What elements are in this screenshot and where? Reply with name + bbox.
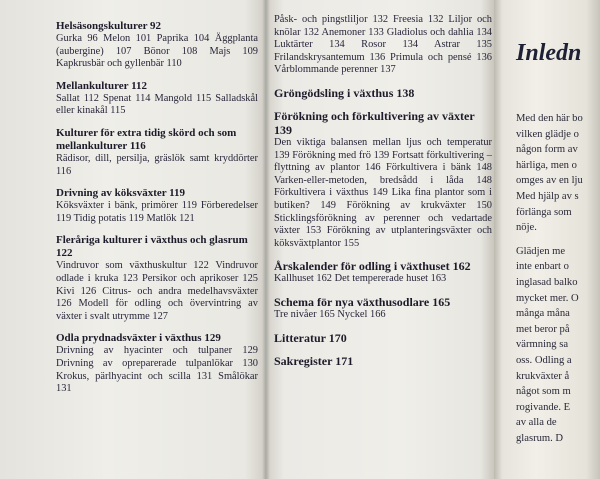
toc-entry xyxy=(274,86,492,100)
toc-entry-title: Mellankulturer 112 xyxy=(56,79,147,92)
intro-line: rogivande. E xyxy=(516,401,571,413)
intro-line: oss. Odling a xyxy=(516,354,572,366)
intro-line: Med den här bo xyxy=(516,113,583,124)
toc-entry-title: Gröngödsling i växthus 138 xyxy=(274,85,415,100)
toc-entry-title: Schema för nya växthusodlare 165 xyxy=(274,294,451,309)
toc-entry-subtopics: Påsk- och pingstliljor 132 Freesia 132 Liljor och knölar 132 Anemoner 133 Gladiolus och dahlia 134 Luktärter 134 Rosor 134 Astrar 135 Frilandskrysantemum 136 Primula och pensé 136 Vårblommande perenner 137 xyxy=(274,14,492,76)
toc-entry-title: Kulturer för extra tidig skörd och som mellankulturer 116 xyxy=(56,126,237,152)
intro-line: inte enbart o xyxy=(516,261,569,273)
toc-entry xyxy=(56,187,258,225)
toc-entry-subtopics: Sallat 112 Spenat 114 Mangold 115 Salladskål eller kinakål 115 xyxy=(56,92,258,117)
introduction-page xyxy=(516,40,600,446)
intro-line: Glädjen me xyxy=(516,245,566,257)
intro-line: förlänga som xyxy=(516,206,572,218)
toc-entry xyxy=(274,109,492,250)
toc-entry xyxy=(56,127,258,178)
toc-entry-title: Helsäsongskulturer 92 xyxy=(56,20,162,32)
toc-entry-subtopics: Tre nivåer 165 Nyckel 166 xyxy=(274,308,386,320)
toc-entry-title: Förökning och förkultivering av växter 139 xyxy=(274,108,475,137)
toc-entry-title: Drivning av köksväxter 119 xyxy=(56,187,186,200)
intro-line: omges av en lju xyxy=(516,175,583,187)
toc-entry-subtopics: Den viktiga balansen mellan ljus och temperatur 139 Förökning med frö 139 Fortsatt förkultivering – flyttning av plantor 146 Förkultivera i bänk 148 Varken-eller-metoden, bredsådd i låda 148 Förkultivera i växthus 149 Lika fina plantor som i butiken? 149 Förökning av krukväxter 150 Sticklingsförökning av perenner och vedartade växter 153 Förökning av utplanteringsväxter och köksväxtplantor 155 xyxy=(274,136,492,249)
intro-line: inglasad balko xyxy=(516,276,578,288)
toc-entry xyxy=(274,295,492,322)
intro-line: met beror på xyxy=(516,323,570,335)
intro-line: glasrum. D xyxy=(516,432,564,444)
toc-entry xyxy=(274,259,492,286)
toc-middle-column xyxy=(274,14,492,377)
toc-entry xyxy=(56,20,258,71)
toc-entry-title: Årskalender för odling i växthuset 162 xyxy=(274,259,471,274)
toc-entry-title: Odla prydnadsväxter i växthus 129 xyxy=(56,332,221,345)
intro-line: krukväxter å xyxy=(516,370,570,382)
toc-entry-subtopics: Rädisor, dill, persilja, gräslök samt kryddörter 116 xyxy=(56,152,258,177)
toc-entry-subtopics: Vindruvor som växthuskultur 122 Vindruvor odlade i kruka 123 Persikor och aprikoser 125 Kivi 126 Citrus- och andra medelhavsväxter 126 Modell för odling och övervintring av växter i svalt utrymme 127 xyxy=(56,260,258,322)
book-gutter-shadow xyxy=(262,0,270,479)
intro-line: värmning sa xyxy=(516,339,569,351)
toc-entry-title: Fleråriga kulturer i växthus och glasrum 122 xyxy=(56,234,248,260)
toc-entry xyxy=(56,80,258,118)
intro-line: Med hjälp av s xyxy=(516,190,579,202)
toc-entry-subtopics: Drivning av hyacinter och tulpaner 129 Drivning av opreparerade tulpanlökar 130 Krokus, pärlhyacint och scilla 131 Smålökar 131 xyxy=(56,345,258,395)
toc-entry xyxy=(274,14,492,77)
intro-line: härliga, men o xyxy=(516,159,577,171)
toc-entry xyxy=(56,332,258,395)
introduction-text xyxy=(516,111,600,446)
intro-line: av alla de xyxy=(516,417,557,429)
toc-entry-title: Sakregister 171 xyxy=(274,353,354,368)
toc-entry-subtopics: Kallhuset 162 Det tempererade huset 163 xyxy=(274,273,447,285)
toc-entry xyxy=(274,331,492,345)
intro-line: nöje. xyxy=(516,222,537,234)
intro-line: många måna xyxy=(516,308,570,320)
toc-left-column xyxy=(56,20,258,405)
intro-line: vilken glädje o xyxy=(516,128,579,140)
intro-line: något som m xyxy=(516,386,571,398)
intro-line: mycket mer. O xyxy=(516,292,579,304)
toc-entry-subtopics: Gurka 96 Melon 101 Paprika 104 Äggplanta (aubergine) 107 Bönor 108 Majs 109 Kapkrusbär och gyllenbär 110 xyxy=(56,33,258,70)
toc-entry xyxy=(274,354,492,368)
toc-entry-title: Litteratur 170 xyxy=(274,330,347,345)
toc-entry-subtopics: Köksväxter i bänk, primörer 119 Förberedelser 119 Tidig potatis 119 Matlök 121 xyxy=(56,200,258,224)
toc-entry xyxy=(56,234,258,323)
intro-line: någon form av xyxy=(516,144,578,156)
chapter-heading: Inledn xyxy=(516,40,582,66)
